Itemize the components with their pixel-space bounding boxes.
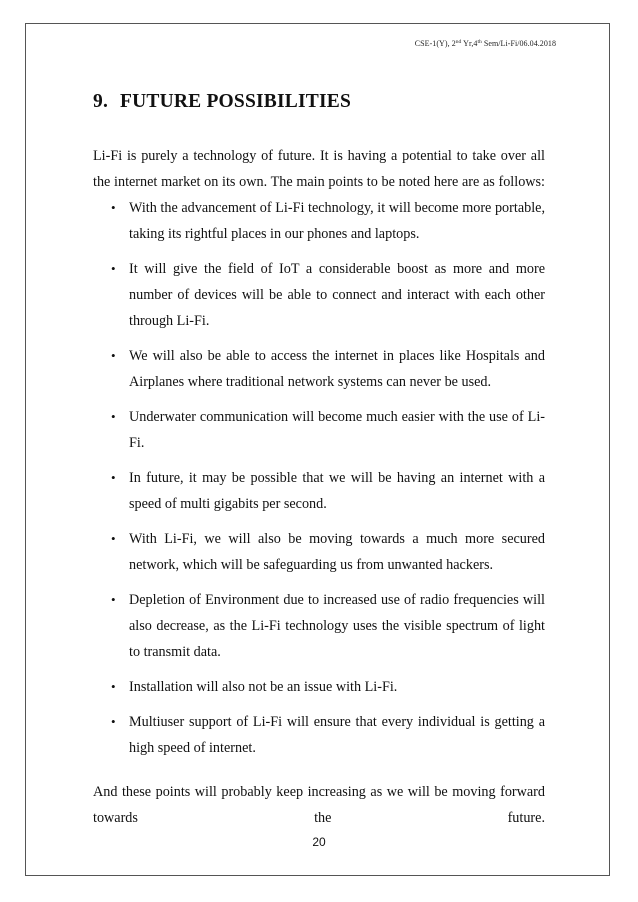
possibilities-list	[93, 195, 545, 761]
bullet-icon: •	[111, 679, 116, 694]
list-item	[93, 465, 545, 517]
closing-paragraph: And these points will probably keep increasing as we will be moving forward towards the future.	[93, 784, 545, 826]
list-item-text: Multiuser support of Li-Fi will ensure that every individual is getting a high speed of internet.	[129, 714, 545, 756]
header-ref-middle: Yr,4	[461, 39, 478, 48]
list-item	[93, 256, 545, 334]
list-item	[93, 343, 545, 395]
bullet-icon: •	[111, 409, 116, 424]
bullet-icon: •	[111, 261, 116, 276]
bullet-icon: •	[111, 200, 116, 215]
header-ref-prefix: CSE-1(Y), 2	[414, 39, 456, 48]
list-item-text: Underwater communication will become much easier with the use of Li-Fi.	[129, 409, 545, 451]
list-item-text: It will give the field of IoT a considerable boost as more and more number of devices will be able to connect and interact with each other through Li-Fi.	[129, 261, 545, 329]
list-item	[93, 674, 545, 700]
list-item-text: We will also be able to access the internet in places like Hospitals and Airplanes where traditional network systems can never be used.	[129, 348, 545, 390]
bullet-icon: •	[111, 592, 116, 607]
section-heading	[93, 91, 351, 113]
list-item	[93, 526, 545, 578]
intro-paragraph: Li-Fi is purely a technology of future. It is having a potential to take over all the internet market on its own. The main points to be noted here are as follows:	[93, 148, 545, 190]
section-title: FUTURE POSSIBILITIES	[120, 91, 352, 112]
body-content	[93, 143, 545, 831]
list-item-text: With Li-Fi, we will also be moving towards a much more secured network, which will be safeguarding us from unwanted hackers.	[129, 531, 545, 573]
section-number: 9.	[93, 91, 109, 112]
list-item	[93, 587, 545, 665]
bullet-icon: •	[111, 348, 116, 363]
header-ref-superscript-th: th	[477, 39, 482, 45]
document-header-reference	[415, 39, 556, 48]
list-item	[93, 195, 545, 247]
header-ref-suffix: Sem/Li-Fi/06.04.2018	[481, 39, 556, 48]
bullet-icon: •	[111, 531, 116, 546]
bullet-icon: •	[111, 470, 116, 485]
bullet-icon: •	[111, 714, 116, 729]
list-item	[93, 404, 545, 456]
page-number: 20	[312, 835, 326, 849]
header-ref-superscript-nd: nd	[455, 39, 462, 45]
list-item-text: Installation will also not be an issue with Li-Fi.	[129, 679, 398, 695]
list-item-text: In future, it may be possible that we will be having an internet with a speed of multi gigabits per second.	[129, 470, 545, 512]
list-item	[93, 709, 545, 761]
list-item-text: With the advancement of Li-Fi technology, it will become more portable, taking its rightful places in our phones and laptops.	[129, 200, 545, 242]
list-item-text: Depletion of Environment due to increased use of radio frequencies will also decrease, as the Li-Fi technology uses the visible spectrum of light to transmit data.	[129, 592, 545, 660]
